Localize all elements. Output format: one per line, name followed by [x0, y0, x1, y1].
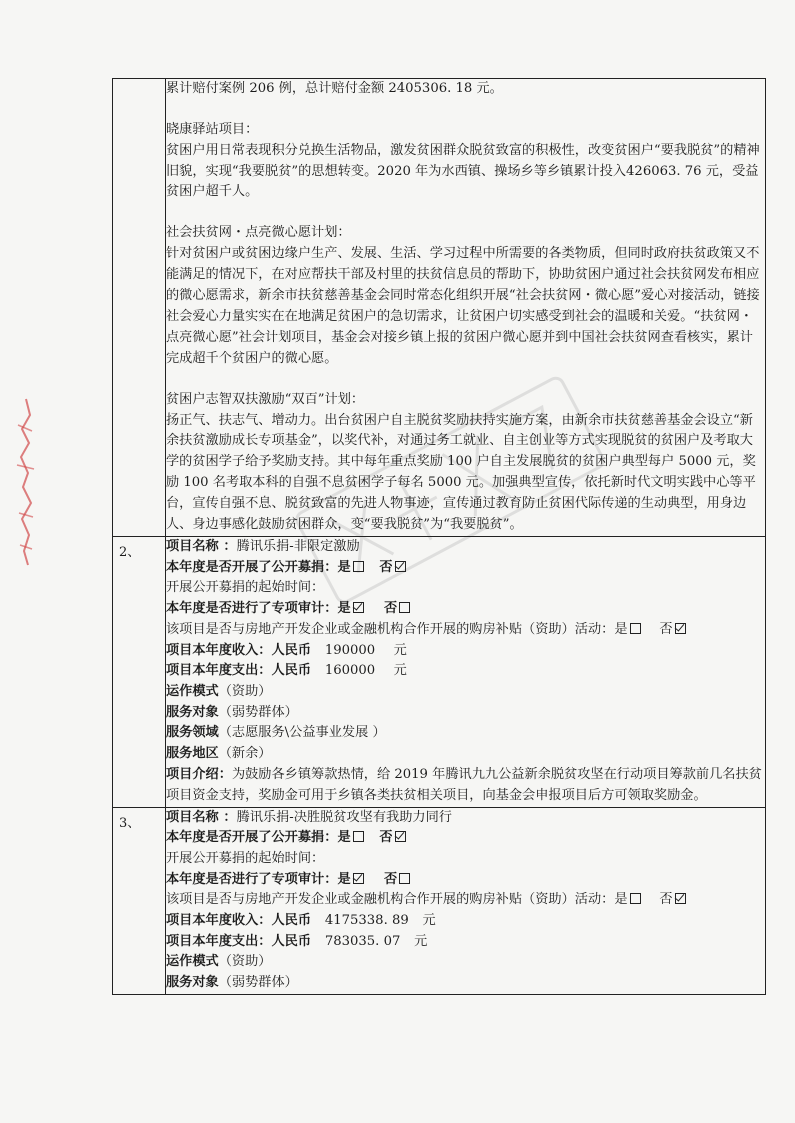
xiaokang-body: 贫困户用日常表现积分兑换生活物品，激发贫困群众脱贫致富的积极性，改变贫困户“要我脱贫”的精神旧貌，实现“我要脱贫”的思想转变。2020 年为水西镇、操场乡等乡镇累计投入426063. 76 元，受益贫困户超千人。 — [166, 142, 760, 200]
project-name-label: 项目名称 ： — [166, 539, 237, 555]
intro-value: 为鼓励各乡镇筹款热情，给 2019 年腾讯九九公益新余脱贫攻坚在行动项目筹款前几名扶贫项目资金支持，奖励金可用于乡镇各类扶贫相关项目，向基金会申报项目后方可领取奖励金。 — [166, 766, 762, 803]
target-value: （弱势群体） — [218, 704, 298, 720]
shuangbai-body: 扬正气、扶志气、增动力。出台贫困户自主脱贫奖励扶持实施方案，由新余市扶贫慈善基金会设立“新余扶贫激励成长专项基金”，以奖代补，对通过务工就业、自主创业等方式实现脱贫的贫困户及考取大学的贫困学子给予奖励支持。其中每年重点奖励 100 户自主发展脱贫的贫困户典型每户 5000 元，奖励 100 名考取本科的自强不息贫困学子每名 5000 元。加强典型宣传，依托新时代文明实践中心等平台，宣传自强不息、脱贫致富的先进人物事迹，宣传通过教育防止贫困代际传递的生动典型，用身边人、身边事感化鼓励贫困群众，变“要我脱贫”为“我要脱贫”。 — [166, 412, 756, 533]
start-time-label: 开展公开募捐的起始时间： — [166, 580, 325, 596]
income-currency: 人民币 — [271, 642, 312, 658]
income-label: 项目本年度收入： — [166, 913, 272, 929]
intro-label: 项目介绍： — [166, 766, 232, 782]
checkbox-audit-yes — [353, 873, 364, 884]
area-value: （新余） — [218, 746, 272, 762]
row-number-cell — [113, 807, 166, 994]
checkbox-audit-yes — [353, 602, 364, 613]
housing-label: 该项目是否与房地产开发企业或金融机构合作开展的购房补贴（资助）活动： — [166, 892, 615, 908]
red-stamp-mark — [12, 395, 40, 570]
option-no: 否 — [384, 601, 398, 617]
option-no: 否 — [379, 830, 393, 846]
row-number: 3、 — [119, 815, 141, 831]
table-row — [113, 79, 766, 537]
public-fundraising-label: 本年度是否开展了公开募捐： — [166, 830, 338, 846]
expense-label: 项目本年度支出： — [166, 663, 272, 679]
checkbox-housing-no — [675, 623, 686, 634]
option-yes: 是 — [614, 621, 628, 637]
audit-label: 本年度是否进行了专项审计： — [166, 871, 338, 887]
row-number-cell — [113, 537, 166, 808]
option-no: 否 — [659, 892, 673, 908]
income-unit: 元 — [422, 913, 436, 929]
option-no: 否 — [659, 621, 673, 637]
checkbox-audit-no — [399, 873, 410, 884]
checkbox-public-no — [395, 561, 406, 572]
row-content-cell — [166, 79, 766, 537]
income-amount: 4175338. 89 — [324, 913, 409, 929]
field-label: 服务领域 — [166, 725, 219, 741]
area-label: 服务地区 — [166, 746, 219, 762]
row-content-cell — [166, 537, 766, 808]
income-currency: 人民币 — [271, 913, 312, 929]
table-row — [113, 807, 766, 994]
row-number: 2、 — [119, 545, 141, 561]
field-value: （志愿服务\公益事业发展 ） — [218, 725, 386, 741]
checkbox-public-no — [395, 831, 406, 842]
table-row — [113, 537, 766, 808]
expense-amount: 160000 — [324, 663, 376, 679]
income-unit: 元 — [393, 642, 407, 658]
option-no: 否 — [384, 871, 398, 887]
social-body: 针对贫困户或贫困边缘户生产、发展、生活、学习过程中所需要的各类物质，但同时政府扶贫政策又不能满足的情况下，在对应帮扶干部及村里的扶贫信息员的帮助下，协助贫困户通过社会扶贫网发布相应的微心愿需求，新余市扶贫慈善基金会同时常态化组织开展“社会扶贫网・微心愿”爱心对接活动，链接社会爱心力量实实在在地满足贫困户的急切需求，让贫困户切实感受到社会的温暖和关爱。“扶贫网・点亮微心愿”社会计划项目，基金会对接乡镇上报的贫困户微心愿并到中国社会扶贫网查看核实，累计完成超千个贫困户的微心愿。 — [166, 246, 760, 366]
expense-unit: 元 — [414, 933, 428, 949]
row-content-cell — [166, 807, 766, 994]
public-fundraising-label: 本年度是否开展了公开募捐： — [166, 559, 338, 575]
checkbox-audit-no — [399, 602, 410, 613]
expense-currency: 人民币 — [271, 933, 312, 949]
project-name-value: 腾讯乐捐-决胜脱贫攻坚有我助力同行 — [236, 809, 452, 825]
option-yes: 是 — [337, 559, 351, 575]
housing-label: 该项目是否与房地产开发企业或金融机构合作开展的购房补贴（资助）活动： — [166, 621, 615, 637]
expense-label: 项目本年度支出： — [166, 933, 272, 949]
expense-amount: 783035. 07 — [324, 933, 401, 949]
project-table — [112, 78, 766, 995]
shuangbai-title: 贫困户志智双扶激励“双百”计划： — [166, 391, 365, 407]
start-time-label: 开展公开募捐的起始时间： — [166, 850, 325, 866]
mode-value: （资助） — [218, 954, 272, 970]
row-number-cell — [113, 79, 166, 537]
option-yes: 是 — [337, 601, 351, 617]
expense-unit: 元 — [393, 663, 407, 679]
mode-label: 运作模式 — [166, 954, 219, 970]
claims-summary: 累计赔付案例 206 例，总计赔付金额 2405306. 18 元。 — [166, 81, 503, 96]
checkbox-housing-yes — [630, 623, 641, 634]
checkbox-housing-no — [675, 893, 686, 904]
option-yes: 是 — [614, 892, 628, 908]
project-name-label: 项目名称 ： — [166, 809, 237, 825]
expense-currency: 人民币 — [271, 663, 312, 679]
option-yes: 是 — [337, 830, 351, 846]
target-label: 服务对象 — [166, 704, 219, 720]
mode-value: （资助） — [218, 683, 272, 699]
option-yes: 是 — [337, 871, 351, 887]
checkbox-public-yes — [353, 561, 364, 572]
xiaokang-title: 晓康驿站项目： — [166, 121, 259, 137]
target-value: （弱势群体） — [218, 975, 298, 991]
audit-label: 本年度是否进行了专项审计： — [166, 601, 338, 617]
social-title: 社会扶贫网・点亮微心愿计划： — [166, 225, 351, 241]
income-label: 项目本年度收入： — [166, 642, 272, 658]
income-amount: 190000 — [324, 642, 376, 658]
target-label: 服务对象 — [166, 975, 219, 991]
checkbox-public-yes — [353, 831, 364, 842]
project-name-value: 腾讯乐捐-非限定激励 — [236, 539, 360, 555]
checkbox-housing-yes — [630, 893, 641, 904]
mode-label: 运作模式 — [166, 683, 219, 699]
option-no: 否 — [379, 559, 393, 575]
